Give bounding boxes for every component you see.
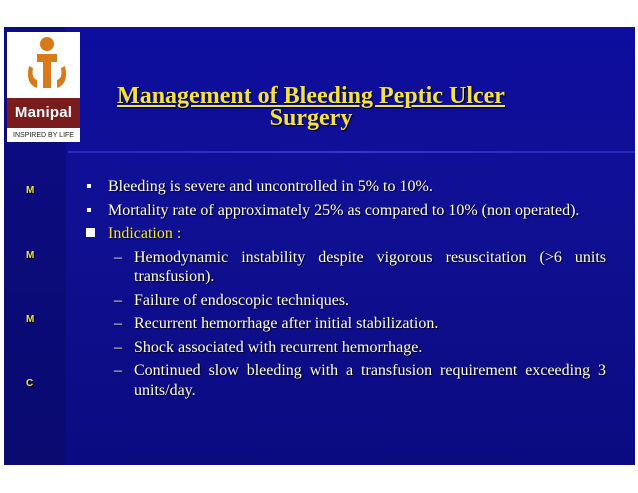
title-line-2: Surgery bbox=[269, 105, 353, 131]
indication-text: Failure of endoscopic techniques. bbox=[134, 291, 350, 309]
square-bullet-icon bbox=[86, 228, 95, 237]
dash-marker: – bbox=[114, 338, 122, 356]
indication-text: Shock associated with recurrent hemorrhage. bbox=[134, 338, 423, 356]
manipal-logo bbox=[7, 32, 80, 142]
indication-heading bbox=[86, 224, 606, 244]
indication-item bbox=[86, 291, 606, 311]
indication-text: Continued slow bleeding with a transfusion requirement exceeding 3 units/day. bbox=[134, 362, 606, 399]
bullet-marker-icon bbox=[87, 184, 91, 188]
dash-marker: – bbox=[114, 315, 122, 332]
dash-marker: – bbox=[114, 248, 122, 266]
slide bbox=[4, 27, 635, 465]
dash-marker: – bbox=[114, 291, 122, 309]
sidebar-letter-4: C bbox=[26, 378, 34, 389]
sidebar-letter-3: M bbox=[26, 314, 35, 325]
title-divider bbox=[68, 151, 635, 153]
indication-text: Hemodynamic instability despite vigorous resuscitation (>6 units transfusion). bbox=[134, 248, 606, 285]
slide-title bbox=[76, 85, 546, 129]
sidebar-letter-2: M bbox=[26, 250, 35, 261]
dash-marker: – bbox=[114, 362, 122, 379]
indication-item bbox=[86, 248, 606, 287]
manipal-logo-icon bbox=[7, 32, 80, 96]
indication-item bbox=[86, 338, 606, 358]
brand-tagline: INSPIRED BY LIFE bbox=[13, 132, 74, 139]
indication-label: Indication : bbox=[108, 225, 182, 242]
bullet-item bbox=[86, 177, 606, 197]
bullet-item bbox=[86, 201, 606, 221]
slide-content bbox=[86, 177, 606, 404]
indication-item bbox=[86, 361, 606, 400]
sidebar-letter-1: M bbox=[26, 185, 35, 196]
bullet-text: Mortality rate of approximately 25% as compared to 10% (non operated). bbox=[108, 201, 580, 219]
title-line-1: Management of Bleeding Peptic Ulcer bbox=[117, 83, 505, 109]
bullet-marker-icon bbox=[87, 208, 91, 212]
bullet-text: Bleeding is severe and uncontrolled in 5% to 10%. bbox=[108, 178, 433, 195]
indication-item bbox=[86, 314, 606, 334]
indication-text: Recurrent hemorrhage after initial stabilization. bbox=[134, 315, 439, 332]
brand-name: Manipal bbox=[7, 98, 80, 128]
